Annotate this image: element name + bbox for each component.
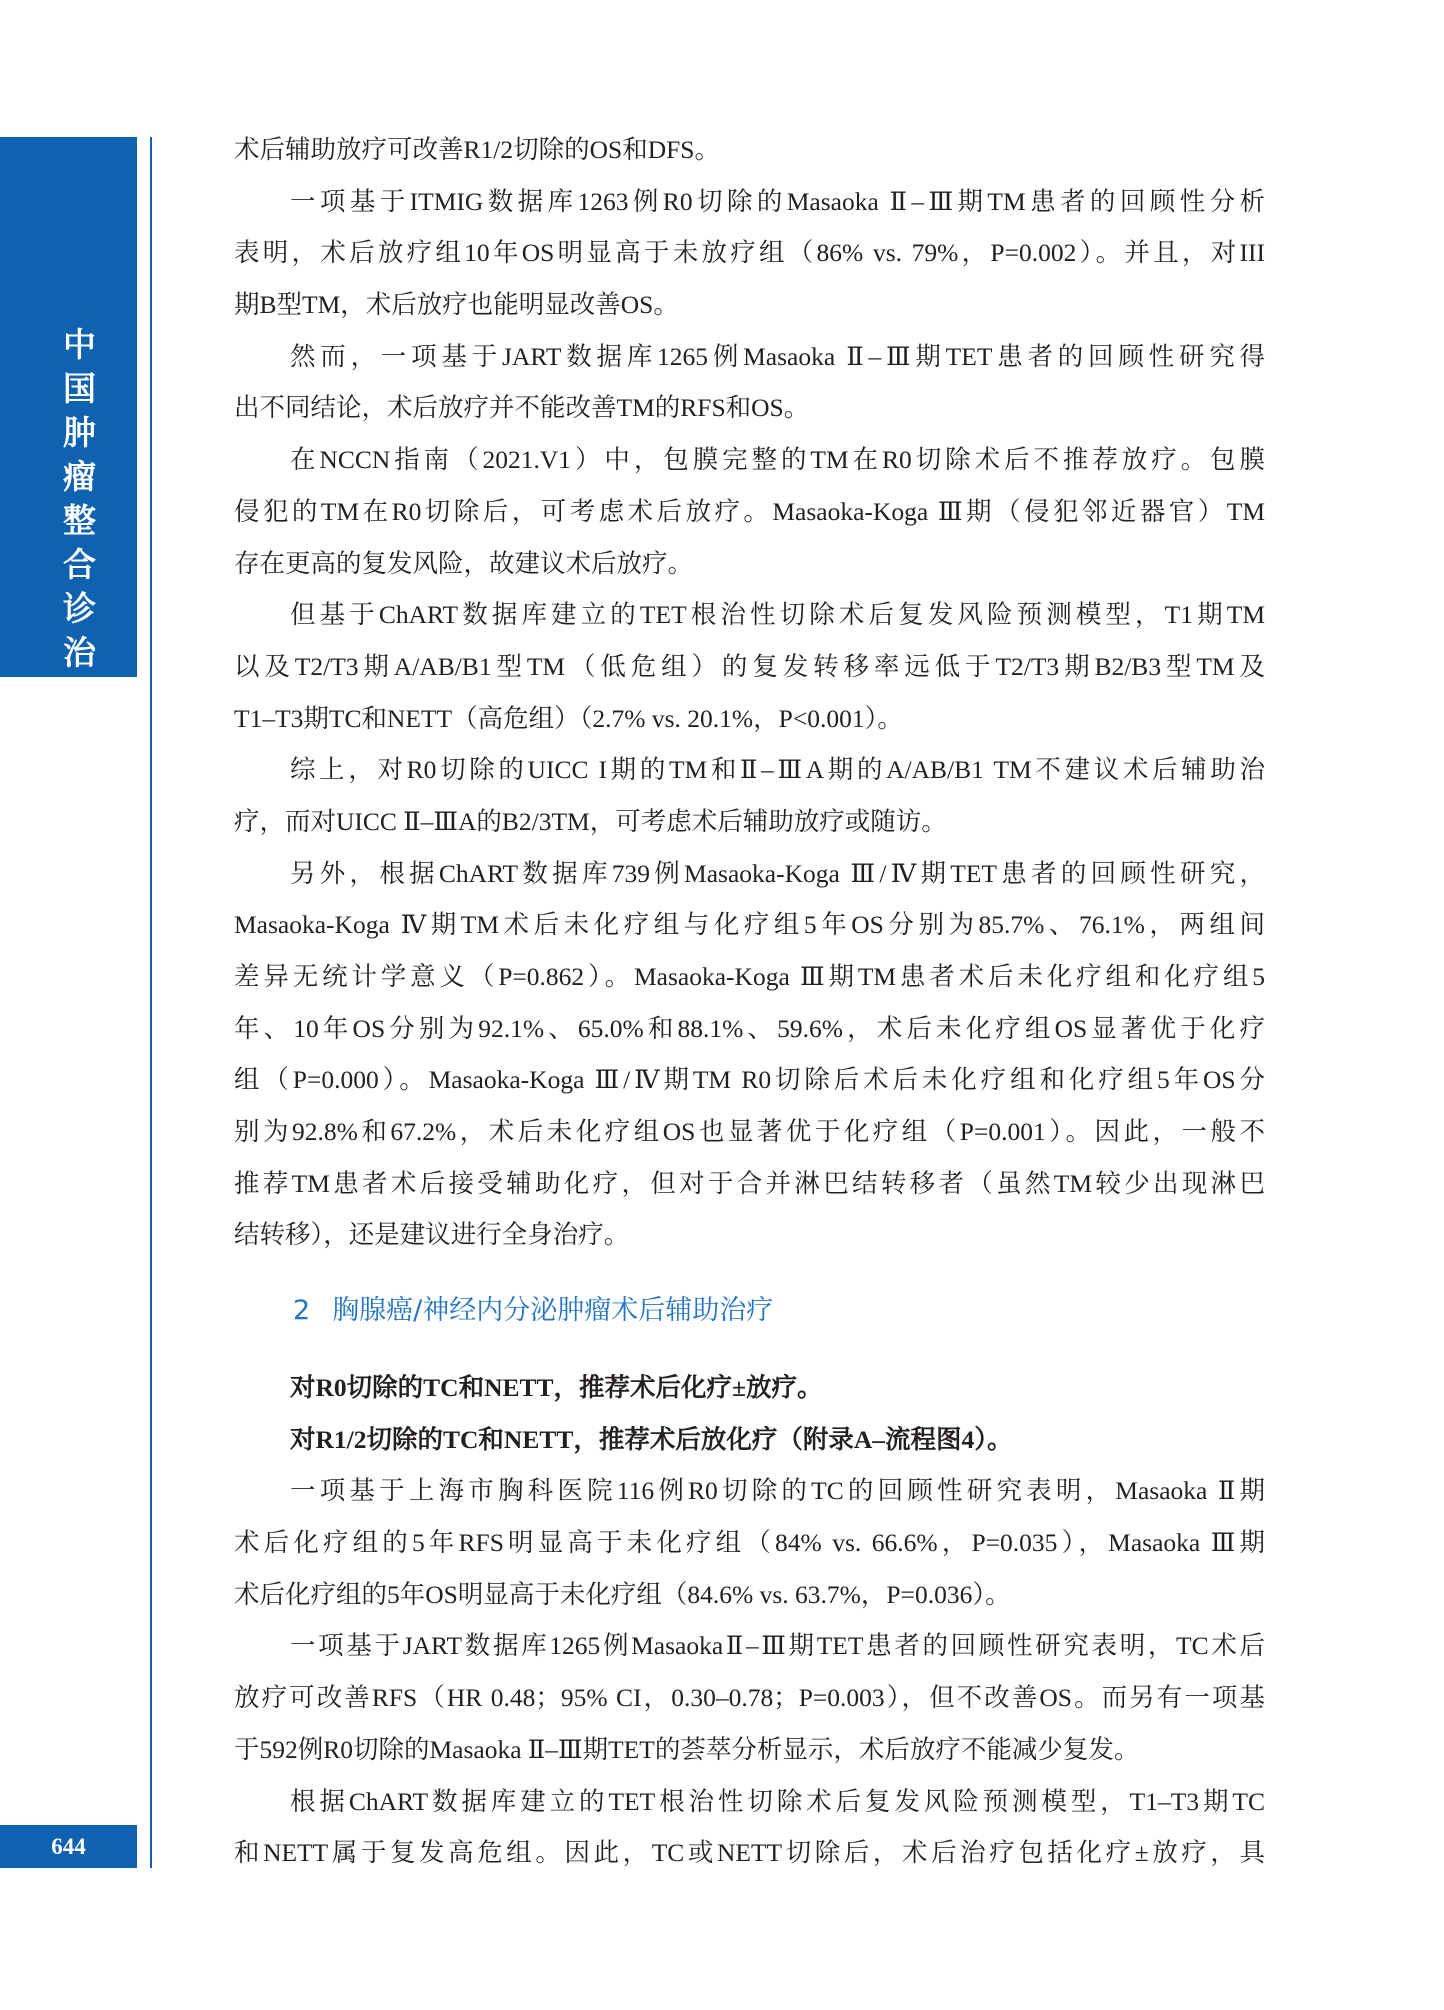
- text-line: 出不同结论，术后放疗并不能改善TM的RFS和OS。: [234, 393, 810, 423]
- text-line: 一项基于ITMIG数据库1263例R0切除的Masaoka Ⅱ–Ⅲ期TM患者的回顾性分析: [290, 186, 1265, 216]
- text-line: 根据ChART数据库建立的TET根治性切除术后复发风险预测模型，T1–T3期TC: [290, 1786, 1265, 1816]
- text-line: 术后辅助放疗可改善R1/2切除的OS和DFS。: [234, 135, 720, 164]
- book-title-vertical: 中国肿瘤整合诊治指南: [58, 327, 97, 767]
- text-line: 综上，对R0切除的UICC I期的TM和Ⅱ–ⅢA期的A/AB/B1 TM不建议术后辅助治: [290, 755, 1265, 785]
- text-line: 存在更高的复发风险，故建议术后放疗。: [234, 548, 694, 578]
- recommendation-line: 对R0切除的TC和NETT，推荐术后化疗±放疗。: [290, 1373, 823, 1402]
- text-line: 侵犯的TM在R0切除后，可考虑术后放疗。Masaoka-Koga Ⅲ期（侵犯邻近器官）TM: [234, 496, 1265, 526]
- text-line: 一项基于JART数据库1265例MasaokaⅡ–Ⅲ期TET患者的回顾性研究表明，TC术后: [290, 1631, 1265, 1661]
- text-line: 术后化疗组的5年RFS明显高于未化疗组（84% vs. 66.6%，P=0.035），Masaoka Ⅲ期: [234, 1528, 1265, 1558]
- text-line: 于592例R0切除的Masaoka Ⅱ–Ⅲ期TET的荟萃分析显示，术后放疗不能减少复发。: [234, 1734, 1140, 1764]
- text-line: 推荐TM患者术后接受辅助化疗，但对于合并淋巴结转移者（虽然TM较少出现淋巴: [234, 1168, 1265, 1198]
- text-line: 组（P=0.000）。Masaoka-Koga Ⅲ/Ⅳ期TM R0切除后术后未化疗组和化疗组5年OS分: [234, 1065, 1265, 1095]
- text-line: 疗，而对UICC Ⅱ–ⅢA的B2/3TM，可考虑术后辅助放疗或随访。: [234, 806, 947, 836]
- text-line: 但基于ChART数据库建立的TET根治性切除术后复发风险预测模型，T1期TM: [290, 600, 1265, 630]
- body-text-section-1: [234, 124, 1265, 1261]
- text-line: 别为92.8%和67.2%，术后未化疗组OS也显著优于化疗组（P=0.001）。因此，一般不: [234, 1117, 1265, 1147]
- text-line: 差异无统计学意义（P=0.862）。Masaoka-Koga Ⅲ期TM患者术后未化疗组和化疗组5: [234, 962, 1265, 991]
- text-line: 结转移），还是建议进行全身治疗。: [234, 1220, 630, 1250]
- recommendation-line: 对R1/2切除的TC和NETT，推荐术后放化疗（附录A–流程图4）。: [290, 1424, 1013, 1454]
- section-number: 2: [293, 1295, 311, 1326]
- text-line: 另外，根据ChART数据库739例Masaoka-Koga Ⅲ/Ⅳ期TET患者的回顾性研究，: [290, 858, 1265, 888]
- chapter-sidebar-tab: [0, 137, 137, 767]
- section-heading: [293, 1291, 773, 1331]
- text-line: 然而，一项基于JART数据库1265例Masaoka Ⅱ–Ⅲ期TET患者的回顾性研究得: [290, 341, 1265, 371]
- text-line: Masaoka-Koga Ⅳ期TM术后未化疗组与化疗组5年OS分别为85.7%、76.1%，两组间: [234, 910, 1265, 940]
- text-line: 表明，术后放疗组10年OS明显高于未放疗组（86% vs. 79%，P=0.002）。并且，对III: [234, 238, 1265, 268]
- text-line: 期B型TM，术后放疗也能明显改善OS。: [234, 290, 679, 320]
- text-line: 放疗可改善RFS（HR 0.48；95% CI，0.30–0.78；P=0.003），但不改善OS。而另有一项基: [234, 1683, 1265, 1713]
- text-line: 年、10年OS分别为92.1%、65.0%和88.1%、59.6%，术后未化疗组OS显著优于化疗: [234, 1013, 1265, 1043]
- text-line: T1–T3期TC和NETT（高危组）（2.7% vs. 20.1%，P<0.001）。: [234, 703, 903, 733]
- text-line: 和NETT属于复发高危组。因此，TC或NETT切除后，术后治疗包括化疗±放疗，具: [234, 1838, 1265, 1868]
- text-line: 在NCCN指南（2021.V1）中，包膜完整的TM在R0切除术后不推荐放疗。包膜: [290, 445, 1265, 475]
- text-line: 术后化疗组的5年OS明显高于未化疗组（84.6% vs. 63.7%，P=0.036）。: [234, 1579, 1011, 1609]
- page-number: 644: [0, 1825, 137, 1868]
- body-text-section-2: [234, 1362, 1265, 1879]
- section-title: 胸腺癌/神经内分泌肿瘤术后辅助治疗: [332, 1295, 774, 1326]
- margin-rule: [150, 137, 152, 1868]
- text-line: 以及T2/T3期A/AB/B1型TM（低危组）的复发转移率远低于T2/T3期B2/B3型TM及: [234, 651, 1265, 681]
- text-line: 一项基于上海市胸科医院116例R0切除的TC的回顾性研究表明，Masaoka Ⅱ期: [290, 1476, 1265, 1506]
